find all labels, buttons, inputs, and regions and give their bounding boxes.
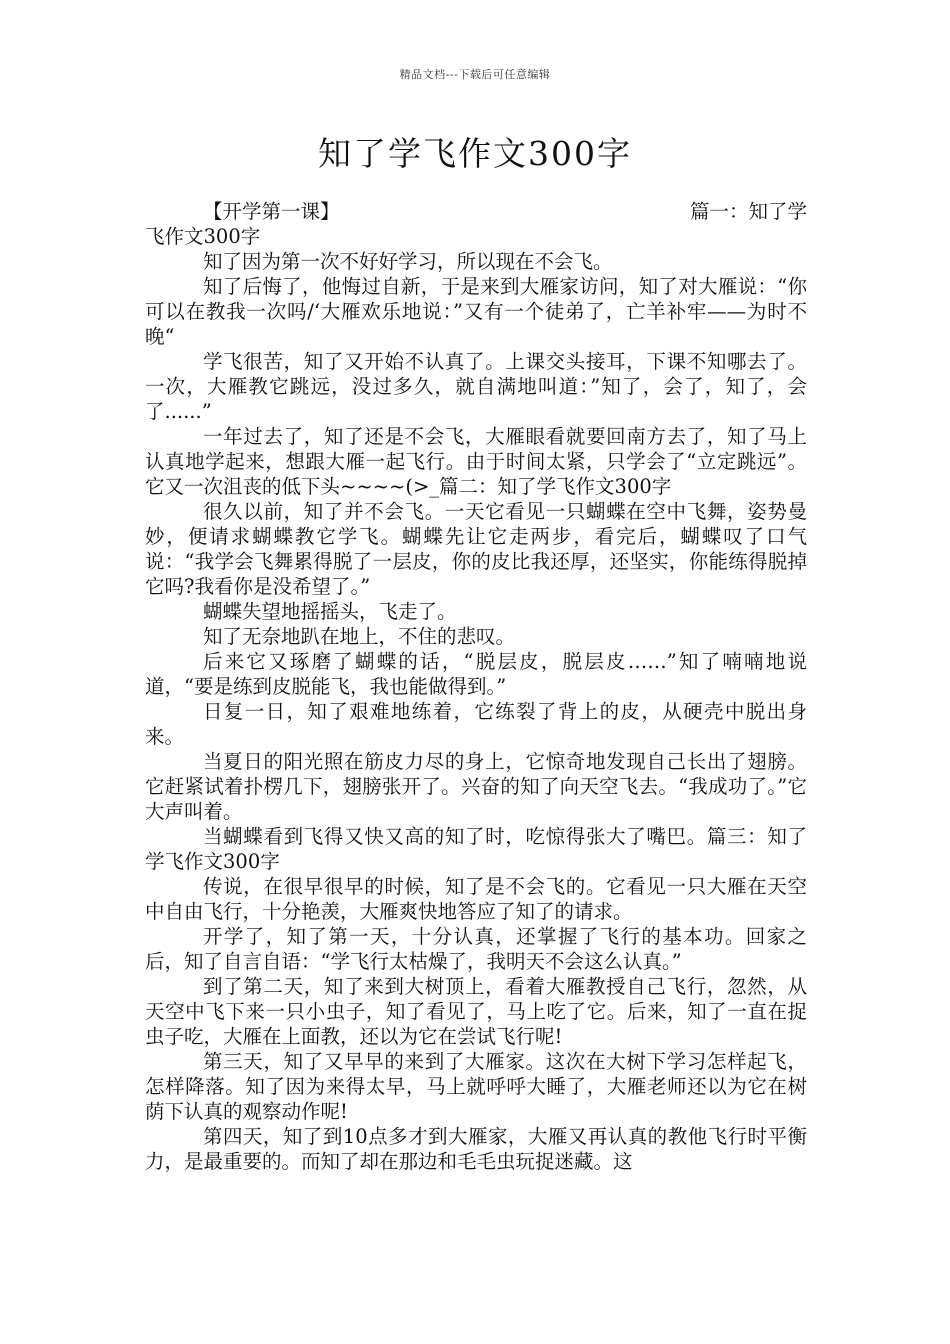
paragraph: 一年过去了，知了还是不会飞，大雁眼看就要回南方去了，知了马上认真地学起来，想跟大雁一起飞行。由于时间太紧，只学会了“立定跳远”。它又一次沮丧的低下头~~~~(>_篇二：知了学飞作文300字: [145, 425, 807, 498]
document-body: [145, 199, 807, 1174]
paragraph: 传说，在很早很早的时候，知了是不会飞的。它看见一只大雁在天空中自由飞行，十分艳羡，大雁爽快地答应了知了的请求。: [145, 875, 807, 923]
paragraph: 开学了，知了第一天，十分认真，还掌握了飞行的基本功。回家之后，知了自言自语：“学飞行太枯燥了，我明天不会这么认真。”: [145, 925, 807, 973]
paragraph: 很久以前，知了并不会飞。一天它看见一只蝴蝶在空中飞舞，姿势曼妙，便请求蝴蝶教它学飞。蝴蝶先让它走两步，看完后，蝴蝶叹了口气说：“我学会飞舞累得脱了一层皮，你的皮比我还厚，还坚实，你能练得脱掉它吗?我看你是没希望了。”: [145, 500, 807, 598]
paragraph: 日复一日，知了艰难地练着，它练裂了背上的皮，从硬壳中脱出身来。: [145, 700, 807, 748]
paragraph: 第四天，知了到10点多才到大雁家，大雁又再认真的教他飞行时平衡力，是最重要的。而知了却在那边和毛毛虫玩捉迷藏。这: [145, 1125, 807, 1173]
paragraph: 后来它又琢磨了蝴蝶的话，“脱层皮，脱层皮……”知了喃喃地说道，“要是练到皮脱能飞，我也能做得到。”: [145, 650, 807, 698]
intro-left: 【开学第一课】: [203, 200, 340, 223]
header-note: 精品文档---下载后可任意编辑: [399, 68, 551, 81]
intro-right: 篇一：知了学: [689, 200, 807, 223]
paragraph: 当蝴蝶看到飞得又快又高的知了时，吃惊得张大了嘴巴。篇三：知了学飞作文300字: [145, 825, 807, 873]
paragraph: 知了无奈地趴在地上，不住的悲叹。: [203, 625, 516, 648]
paragraph: 知了因为第一次不好好学习，所以现在不会飞。: [203, 250, 613, 273]
paragraph: 第三天，知了又早早的来到了大雁家。这次在大树下学习怎样起飞，怎样降落。知了因为来得太早，马上就呼呼大睡了，大雁老师还以为它在树荫下认真的观察动作呢!: [145, 1050, 807, 1123]
document-title: 知了学飞作文300字: [318, 134, 632, 173]
intro-line: [145, 199, 807, 224]
intro-continuation: 飞作文300字: [145, 225, 261, 248]
paragraph: 当夏日的阳光照在筋皮力尽的身上，它惊奇地发现自己长出了翅膀。它赶紧试着扑楞几下，翅膀张开了。兴奋的知了向天空飞去。“我成功了。”它大声叫着。: [145, 750, 807, 823]
paragraph: 知了后悔了，他悔过自新，于是来到大雁家访问，知了对大雁说：“你可以在教我一次吗/‘大雁欢乐地说：”又有一个徒弟了，亡羊补牢——为时不晚“: [145, 275, 807, 348]
paragraph: 蝴蝶失望地摇摇头，飞走了。: [203, 600, 457, 623]
paragraph: 到了第二天，知了来到大树顶上，看着大雁教授自己飞行，忽然，从天空中飞下来一只小虫子，知了看见了，马上吃了它。后来，知了一直在捉虫子吃，大雁在上面教，还以为它在尝试飞行呢!: [145, 975, 807, 1048]
paragraph: 学飞很苦，知了又开始不认真了。上课交头接耳，下课不知哪去了。一次，大雁教它跳远，没过多久，就自满地叫道：”知了，会了，知了，会了......”: [145, 350, 807, 423]
